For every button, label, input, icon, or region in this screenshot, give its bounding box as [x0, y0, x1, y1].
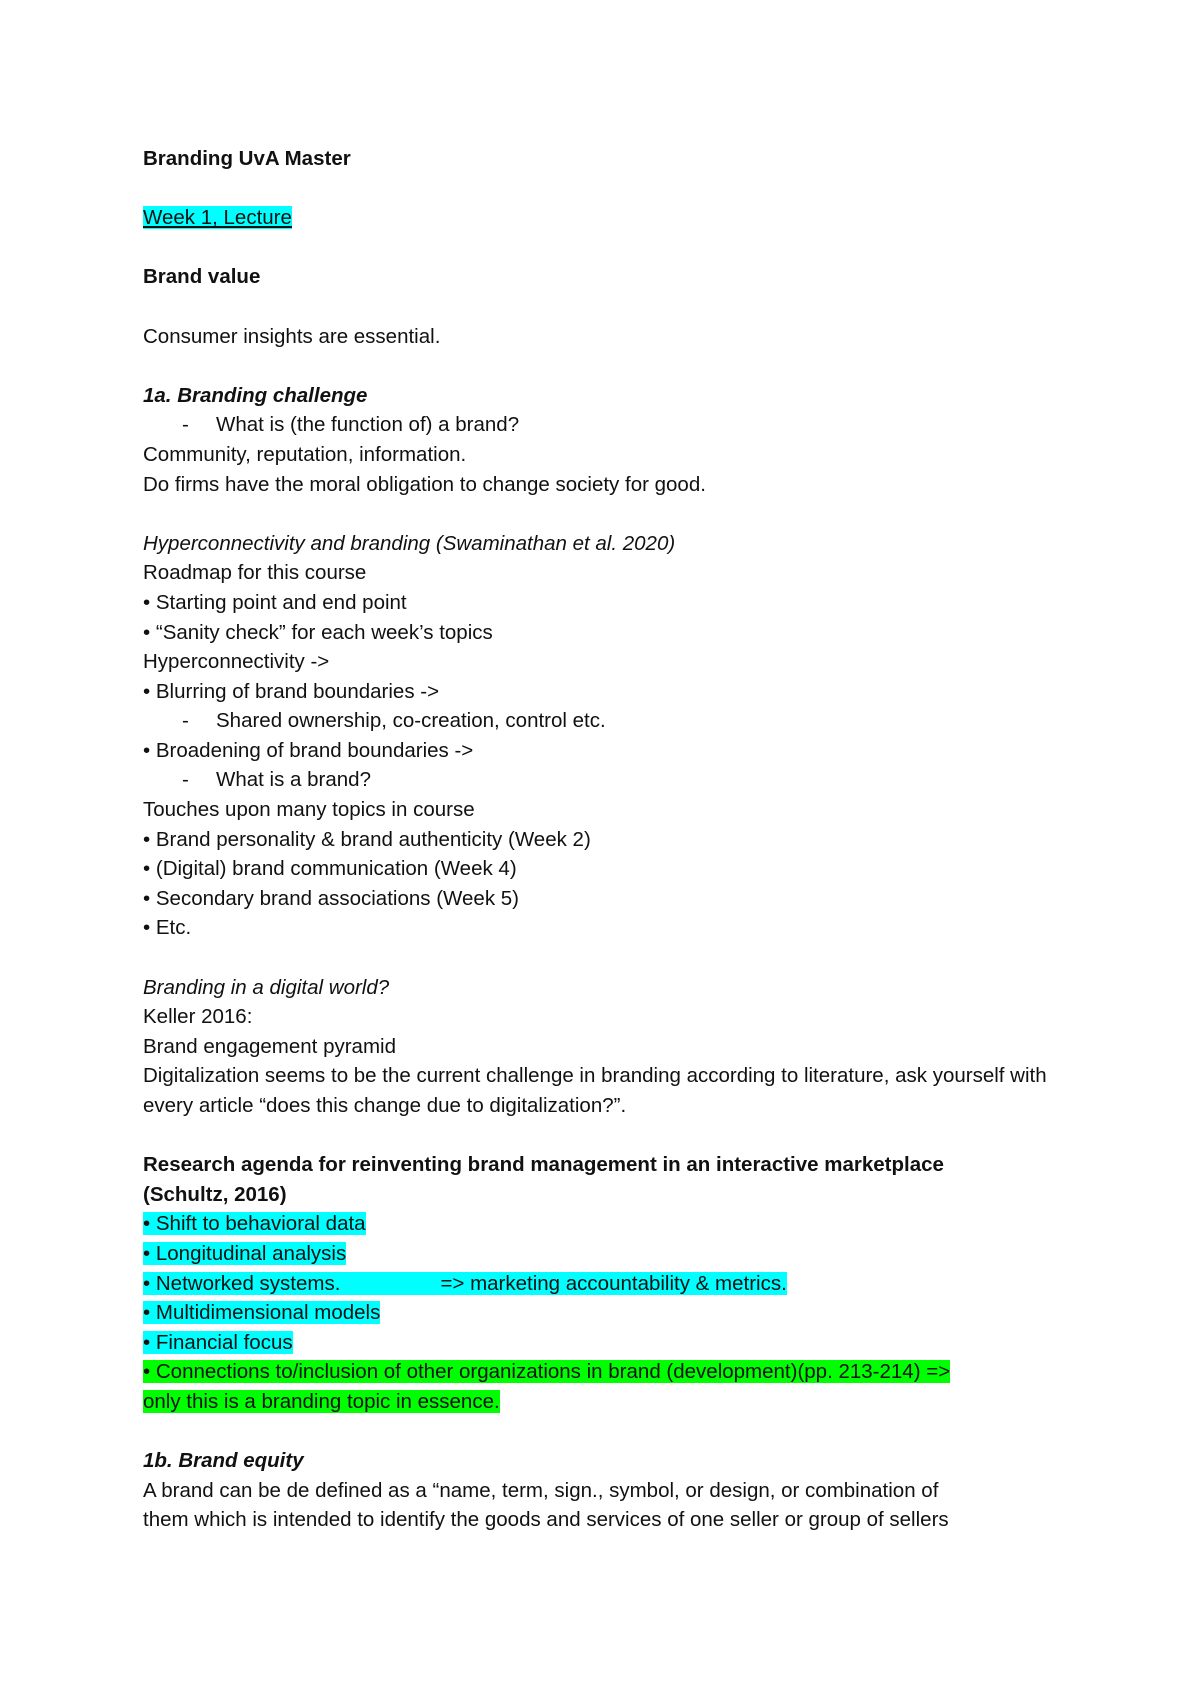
accountability-text: => marketing accountability & metrics. [440, 1271, 787, 1295]
dash-item-text: What is a brand? [216, 768, 371, 792]
dash-marker: - [182, 413, 189, 437]
body-text: A brand can be de defined as a “name, term, sign., symbol, or design, or combination of [143, 1478, 939, 1502]
body-text: Roadmap for this course [143, 561, 367, 585]
highlighted-bullet: • Shift to behavioral data [143, 1212, 366, 1236]
bullet-item: • (Digital) brand communication (Week 4) [143, 857, 517, 881]
spacer [143, 351, 1063, 381]
body-text: Hyperconnectivity -> [143, 650, 330, 674]
section-brand-value: Brand value [143, 265, 261, 289]
bullet-item: • Brand personality & brand authenticity (Week 2) [143, 827, 591, 851]
highlighted-bullet: • Financial focus [143, 1330, 293, 1354]
branding-challenge-heading: 1a. Branding challenge [143, 383, 368, 407]
document-page [143, 144, 1063, 1535]
body-text: Community, reputation, information. [143, 442, 467, 466]
green-highlighted-bullet: • Connections to/inclusion of other organizations in brand (development)(pp. 213-214) => [143, 1360, 951, 1384]
research-agenda-heading: Research agenda for reinventing brand management in an interactive marketplace [143, 1153, 944, 1177]
dash-item-text: Shared ownership, co-creation, control etc. [216, 709, 606, 733]
bullet-item: • Broadening of brand boundaries -> [143, 738, 474, 762]
body-text: Do firms have the moral obligation to change society for good. [143, 472, 706, 496]
brand-equity-heading: 1b. Brand equity [143, 1449, 304, 1473]
dash-list-item [143, 410, 1063, 440]
spacer [143, 292, 1063, 322]
research-agenda-citation: (Schultz, 2016) [143, 1182, 287, 1206]
spacer [143, 1121, 1063, 1151]
spacer [143, 1417, 1063, 1447]
highlighted-bullet: • Multidimensional models [143, 1301, 381, 1325]
body-text: them which is intended to identify the goods and services of one seller or group of sellers [143, 1508, 949, 1532]
body-text: Touches upon many topics in course [143, 798, 475, 822]
bullet-item: • Etc. [143, 916, 192, 940]
body-text: Brand engagement pyramid [143, 1034, 396, 1058]
hyperconnectivity-heading: Hyperconnectivity and branding (Swaminathan et al. 2020) [143, 531, 676, 555]
dash-item-text: What is (the function of) a brand? [216, 413, 520, 437]
highlighted-bullet: • Longitudinal analysis [143, 1241, 347, 1265]
highlighted-bullet-networked [143, 1272, 787, 1295]
bullet-item: • Starting point and end point [143, 590, 407, 614]
dash-marker: - [182, 709, 189, 733]
green-highlighted-continuation: only this is a branding topic in essence. [143, 1389, 500, 1413]
bullet-item: • “Sanity check” for each week’s topics [143, 620, 493, 644]
spacer [143, 174, 1063, 204]
networked-systems-text: • Networked systems. [143, 1271, 341, 1295]
dash-list-item [143, 765, 1063, 795]
week-heading-link[interactable]: Week 1, Lecture [143, 206, 292, 230]
bullet-item: • Secondary brand associations (Week 5) [143, 886, 519, 910]
dash-list-item [143, 706, 1063, 736]
digital-world-heading: Branding in a digital world? [143, 975, 390, 999]
digitalization-paragraph: Digitalization seems to be the current challenge in branding according to literature, ask yourself with every article “does this change due to digitalization?”. [143, 1064, 1047, 1117]
consumer-insights-text: Consumer insights are essential. [143, 324, 441, 348]
spacer [143, 233, 1063, 263]
body-text: Keller 2016: [143, 1005, 253, 1029]
spacer [143, 499, 1063, 529]
dash-marker: - [182, 768, 189, 792]
document-title: Branding UvA Master [143, 147, 351, 170]
bullet-item: • Blurring of brand boundaries -> [143, 679, 440, 703]
spacer [143, 943, 1063, 973]
